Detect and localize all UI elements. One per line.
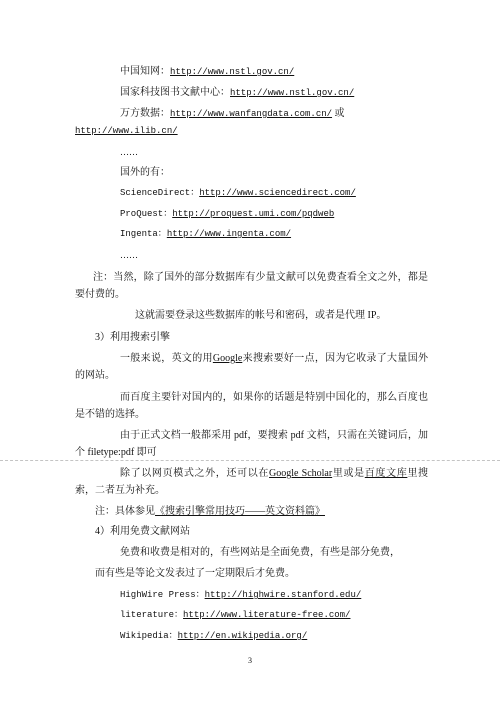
cn-db-url[interactable]: http://www.nstl.gov.cn/: [170, 67, 295, 77]
cn-db-connector: 或: [332, 108, 345, 119]
cn-db-url[interactable]: http://www.wanfangdata.com.cn/: [170, 109, 333, 119]
cn-db-cnki: [120, 65, 294, 79]
cn-db-wanfang: [120, 107, 345, 121]
foreign-db-ingenta: [120, 227, 291, 241]
google-scholar-link[interactable]: Google Scholar: [269, 468, 333, 479]
free-site-highwire: [120, 588, 361, 602]
cn-db-url[interactable]: http://www.nstl.gov.cn/: [230, 88, 355, 98]
cn-db-nstl: [120, 86, 354, 100]
paragraph-text: 一般来说，英文的用: [120, 353, 213, 364]
paragraph-text: 除了以网页模式之外，还可以在: [120, 468, 270, 479]
section3-heading: 3）利用搜索引擎: [95, 332, 170, 343]
section3-p3-line1: 由于正式文档一般都采用 pdf，要搜索 pdf 文档，只需在关键词后，加: [120, 430, 428, 441]
section3-p2-line1: 而百度主要针对国内的，如果你的话题是特别中国化的，那么百度也: [120, 392, 428, 403]
page-number: 3: [248, 656, 252, 665]
note-paid-line2: 要付费的。: [75, 289, 125, 300]
cn-db-label: 万方数据：: [120, 108, 170, 119]
paragraph-text: 里搜: [407, 468, 429, 479]
foreign-db-sciencedirect: [120, 186, 356, 200]
search-tips-article-link[interactable]: 《搜索引擎常用技巧——英文资料篇》: [155, 506, 325, 517]
section4-heading: 4）利用免费文献网站: [95, 526, 190, 537]
section3-note: [95, 505, 325, 519]
note-paid-line1: 注：当然，除了国外的部分数据库有少量文献可以免费查看全文之外，都是: [93, 272, 428, 283]
foreign-db-url[interactable]: http://proquest.umi.com/pqdweb: [172, 209, 335, 219]
free-site-wikipedia: [120, 629, 307, 643]
foreign-db-url[interactable]: http://www.sciencedirect.com/: [199, 188, 356, 198]
free-site-label: literature：: [120, 610, 184, 620]
section3-p1-line1: [120, 352, 428, 366]
section3-p4-line2: 索，二者互为补充。: [75, 485, 165, 496]
foreign-db-label: ProQuest：: [120, 209, 173, 219]
foreign-db-label: ScienceDirect：: [120, 188, 200, 198]
baidu-wenku-link[interactable]: 百度文库: [364, 468, 408, 479]
foreign-heading: 国外的有：: [120, 167, 170, 178]
note-paid-line3: 这就需要登录这些数据库的帐号和密码，或者是代理 IP。: [135, 310, 387, 321]
cn-db-label: 国家科技图书文献中心：: [120, 87, 230, 98]
section4-p1-line1: 免费和收费是相对的，有些网站是全面免费，有些是部分免费，: [120, 547, 400, 558]
free-site-label: HighWire Press：: [120, 590, 205, 600]
ellipsis-foreign: ……: [120, 250, 138, 260]
foreign-db-proquest: [120, 207, 334, 221]
google-link[interactable]: Google: [212, 353, 243, 364]
cn-db-label: 中国知网：: [120, 66, 170, 77]
cn-db-ilib: [75, 124, 178, 138]
foreign-db-url[interactable]: http://www.ingenta.com/: [166, 229, 292, 239]
free-site-literature: [120, 608, 350, 622]
cn-db-url-alt[interactable]: http://www.ilib.cn/: [75, 126, 178, 136]
paragraph-text: 里或是: [332, 468, 365, 479]
section3-p3-line2: 个 filetype:pdf 即可: [75, 447, 157, 458]
section3-p1-line2: 的网站。: [75, 370, 115, 381]
paragraph-text: 来搜索要好一点，因为它收录了大量国外: [242, 353, 429, 364]
free-site-url[interactable]: http://highwire.stanford.edu/: [204, 590, 362, 600]
free-site-url[interactable]: http://www.literature-free.com/: [183, 610, 351, 620]
ellipsis-cn: ……: [120, 147, 138, 157]
foreign-db-label: Ingenta：: [120, 229, 167, 239]
section3-p2-line2: 是不错的选择。: [75, 409, 145, 420]
note-text: 注：具体参见: [95, 506, 155, 517]
free-site-label: Wikipedia：: [120, 631, 178, 641]
section3-p4-line1: [120, 467, 428, 481]
free-site-url[interactable]: http://en.wikipedia.org/: [177, 631, 308, 641]
section4-p1-line2: 而有些是等论文发表过了一定期限后才免费。: [95, 568, 295, 579]
page-break-divider: [0, 460, 500, 461]
